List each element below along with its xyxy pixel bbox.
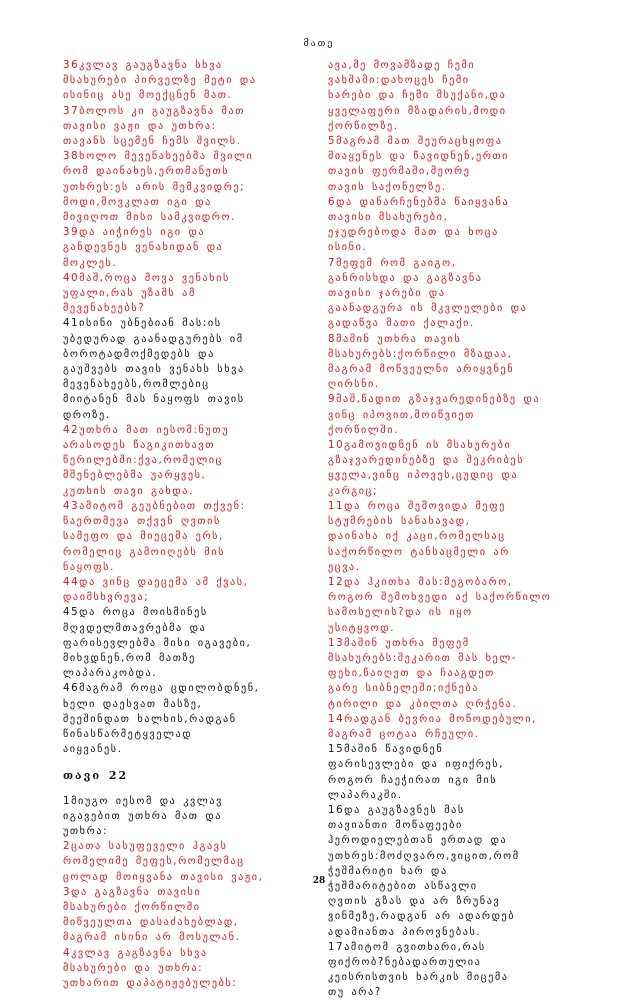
verse-line: უთხრეს:ეს არის მემკვიდრე;: [63, 181, 246, 193]
verse: [63, 681, 335, 757]
verse-line: უთხრეს:მოძღვარო,ვიცით,რომ: [328, 850, 520, 862]
verse-line: ვინც იპოვით,მოიწვიეთ: [328, 409, 475, 421]
verse-line: 40მაშ,როცა მოვა ვენახის: [63, 272, 230, 284]
chapter-heading: თავი 22: [63, 769, 129, 783]
verse-line: მღვდელმთავრებმა და: [63, 622, 207, 634]
verse-line: თავისი ჯარები და: [328, 288, 446, 300]
verse: [328, 392, 600, 438]
right-column: [328, 58, 600, 1001]
verse-line: ყველაფერი მზადარის,მოდი: [328, 105, 507, 117]
verse-line: იგავებით უთხრა მათ და: [63, 810, 223, 822]
verse-line: ფარისევლები და იფიქრეს,: [328, 759, 505, 771]
verse-line: უფალი,რას უზამს ამ: [63, 288, 196, 300]
verse-line: მევენახეებს,რომლებიც: [63, 379, 210, 391]
verse-line: 39და აიჭირეს იგი და: [63, 227, 206, 239]
verse-line: 4კვლავ გაგზავნა სხვა: [63, 947, 208, 959]
verse-line: 3და გაგზავნა თავისი: [63, 886, 202, 898]
verse-line: დაიმსხვრევა;: [63, 592, 150, 604]
verse-line: გზაჯვარედინებზე და შეკრიბეს: [328, 455, 525, 467]
left-verses: [63, 58, 335, 757]
verse-line: 9მაშ,წადით გზაჯვარედინებზე და: [328, 394, 541, 406]
verse-line: თავის საქონელზე.: [328, 181, 447, 193]
verse-line: 16და გაუგზავნეს მას: [328, 804, 465, 816]
verse-line: მაგრამ მოწვეულნი არიყვნენ: [328, 364, 515, 376]
verse-line: აიყვანეს.: [63, 744, 123, 756]
verse-line: 46მაგრამ როცა ცდილობდნენ,: [63, 683, 260, 695]
verse-line: ავა,მე მოვამზადე ჩემი: [328, 60, 476, 71]
verse-line: ფეხი,წაიღეთ და ჩააგდეთ: [328, 668, 495, 680]
verse: [63, 423, 335, 499]
verse-line: სამეფო და მიეცემა ერს,: [63, 531, 224, 543]
verse: [63, 58, 335, 104]
verse-line: ნაყოფს.: [63, 561, 115, 573]
verse-line: კეისრისთვის ხარკის მიცემა: [328, 972, 509, 984]
running-head: მათე: [303, 39, 335, 49]
verse-line: ყველა,ვინც იპოვეს,ცუდიც და: [328, 470, 519, 482]
verse-line: მიწვეულთა დასაძახებლად,: [63, 917, 239, 929]
verse-line: სამოსელის?და ის იყო: [328, 607, 473, 619]
verse-line: თავისი მსახურები,: [328, 212, 449, 224]
verse-line: ჭეშმარიტებით ასწავლი: [328, 880, 478, 892]
verse-line: 36კვლავ გაუგზავნა სხვა: [63, 60, 223, 71]
verse-line: გაანადგურა ის მკვლელები და: [328, 303, 528, 315]
verse: [63, 271, 335, 317]
verse-line: მსახურები და უთხრა:: [63, 962, 204, 974]
verse-line: მივიღოთ მისი სამკვიდრო.: [63, 212, 236, 224]
verse-line: განრისხდა და გაგზავნა: [328, 272, 483, 284]
verse-line: ღვთის გზას და არ ზრუნავ: [328, 896, 501, 908]
verse-line: 8მაშინ უთხრა თავის: [328, 333, 462, 345]
verse-line: ადამიანთა პიროვნებას.: [328, 926, 482, 938]
verse: [328, 742, 600, 803]
verse-line: მიხვდნენ,რომ მათზე: [63, 652, 196, 664]
verse-line: მსახურებს:შეკარით მას ხელ-: [328, 652, 518, 664]
verse-line: წინასწარმეტყველად: [63, 728, 193, 740]
left-column: [63, 58, 335, 991]
verse: [63, 316, 335, 422]
verse: [328, 712, 600, 742]
verse-line: შეეშინდათ ხალხის,რადგან: [63, 713, 237, 725]
verse-line: თავის ფერმაში,მეორე: [328, 166, 471, 178]
verse: [328, 58, 600, 134]
verse-line: მიიტანენ მას ნაყოფს თავის: [63, 394, 245, 406]
verse-line: 10გამოვიდნენ ის მსახურები: [328, 440, 512, 452]
verse-line: 41ისინი უბნებიან მას:ის: [63, 318, 222, 330]
verse-line: მსახურებს:ქორწილი მზადაა,: [328, 348, 513, 360]
verse-line: ჰეროდიელებთან ერთად და: [328, 835, 508, 847]
verse-line: 1მიუგო იესომ და კვლავ: [63, 795, 223, 807]
verse: [328, 134, 600, 195]
verse-line: 38ხოლო მევენახეებმა შვილი: [63, 151, 254, 163]
verse-line: სტუმრების სანახავად,: [328, 516, 471, 528]
verse: [63, 149, 335, 225]
verse: [328, 940, 600, 1001]
verse: [63, 946, 335, 992]
verse-line: გაუშვებს თავის ვენახს სხვა: [63, 364, 245, 376]
verse: [328, 803, 600, 940]
verse-line: უსიტყვოდ.: [328, 622, 396, 634]
verse-line: როგორ ჩაეჭირათ იგი მის: [328, 774, 498, 786]
right-verses: [328, 58, 600, 1001]
verse-line: ბოროტადმოქმედებს და: [63, 348, 215, 360]
verse-line: რომ დაინახეს,ერთმანეთს: [63, 166, 230, 178]
verse-line: 12და ჰკითხა მას:მეგობარო,: [328, 576, 513, 588]
verse-line: ჭეშმარიტი ხარ და: [328, 865, 448, 877]
verse-line: თუ არა?: [328, 987, 382, 999]
verse-line: ხელი დაესვათ მასზე,: [63, 698, 203, 710]
verse-line: 5მაგრამ მათ შეურაცხყოფა: [328, 136, 503, 148]
verse-line: 13მაშინ უთხრა მეფემ: [328, 637, 470, 649]
verse-line: მშენებლებმა უარყვეს,: [63, 470, 207, 482]
verse-line: უბედურად გაანადგურებს იმ: [63, 333, 244, 345]
verse: [328, 332, 600, 393]
verse-line: ეცვა.: [328, 561, 361, 573]
verse: [63, 885, 335, 946]
verse-line: მოდი,მოვკლათ იგი და: [63, 196, 212, 208]
verse-line: მოკლეს.: [63, 257, 118, 269]
verse-line: რომელიმე მეფეს,რომელმაც: [63, 856, 245, 868]
verse-line: საქორწილო ტანსაცმელი არ: [328, 546, 510, 558]
verse-line: ქორწილზე.: [328, 120, 399, 132]
verse-line: მსახურები პირველზე მეტი და: [63, 75, 257, 87]
verse-line: ლაპარაკში.: [328, 789, 403, 801]
verse: [63, 104, 335, 150]
page-number: 28: [312, 876, 326, 886]
verse-line: 7მეფემ რომ გაიგო,: [328, 257, 457, 269]
left-verses-after: [63, 794, 335, 992]
verse-line: მსახურები ქორწილში: [63, 901, 201, 913]
verse-line: თავანს სცემენ ჩემს შვილს.: [63, 136, 242, 148]
verse-line: ისინიც ასე მოექცნენ მათ.: [63, 90, 233, 102]
verse-line: 2ცათა სასუფეველი ჰგავს: [63, 841, 228, 853]
verse-line: უთხრა:: [63, 825, 109, 837]
verse-line: ხარები და ჩემი მსუქანი,და: [328, 90, 507, 102]
verse: [328, 256, 600, 332]
verse-line: როგორ შემოხვედი აქ საქორწილო: [328, 592, 552, 604]
verse: [63, 499, 335, 575]
verse-line: ცოლად მოიყვანა თავისი ვაჟი,: [63, 871, 264, 883]
verse-line: 17ამიტომ გვითხარი,რას: [328, 941, 486, 953]
verse-line: თავიანთი მოწაფეები: [328, 820, 463, 832]
verse-line: ლაპარაკობდა.: [63, 668, 158, 680]
verse-line: 15მაშინ წავიდნენ: [328, 744, 444, 756]
verse-line: მაგრამ ცოტაა რჩეული.: [328, 728, 480, 740]
verse-line: 6და დანარჩენებმა წაიყვანა: [328, 196, 510, 208]
verse: [328, 636, 600, 712]
verse: [63, 605, 335, 681]
verse: [63, 575, 335, 605]
verse-line: კარგიც;: [328, 485, 379, 497]
verse-line: განდევნეს ვენახიდან და: [63, 242, 224, 254]
verse-line: კუთხის თავი გახდა.: [63, 485, 194, 497]
verse-line: მიაყენეს და წავიდნენ,ერთი: [328, 151, 510, 163]
verse: [328, 499, 600, 575]
verse-line: უთხარით დაპატიჟებულებს:: [63, 977, 238, 989]
verse-line: 11და როცა შემოვიდა მეფე: [328, 500, 506, 512]
verse-line: წაერთმევა თქვენ ღვთის: [63, 516, 221, 528]
verse-line: ეჯუდრებოდა მათ და ხოცა: [328, 227, 499, 239]
verse-line: 37ბოლოს კი გაუგზავნა მათ: [63, 105, 245, 117]
verse-line: ვინმეზე,რადგან არ ადარდებ: [328, 911, 516, 923]
verse-line: 43ამიტომ გეუბნებით თქვენ:: [63, 500, 246, 512]
verse-line: 14რადგან ბევრია მოწოდებული,: [328, 713, 537, 725]
verse-line: დაინახა იქ კაცი,რომელსაც: [328, 531, 506, 543]
verse-line: ღირსნი.: [328, 379, 380, 391]
verse-line: ვახშამი:დახოცეს ჩემი: [328, 75, 470, 87]
verse-line: ფიქრობ?ნებადართულია: [328, 956, 482, 968]
verse-line: მაგრამ ისინი არ მოსულან.: [63, 932, 241, 944]
verse-line: 44და ვინც დაეცემა ამ ქვას,: [63, 576, 249, 588]
verse-line: ტირილი და კბილთა ღრჭენა.: [328, 698, 518, 710]
verse: [328, 438, 600, 499]
verse-line: 45და როცა მოისმინეს: [63, 607, 208, 619]
verse-line: ფარისევლებმა მისი იგავები,: [63, 637, 252, 649]
verse-line: ქორწილში.: [328, 424, 399, 436]
verse: [63, 225, 335, 271]
verse-line: არასოდეს წაგიკითხავთ: [63, 440, 215, 452]
verse-line: გადაწვა მათი ქალაქი.: [328, 318, 475, 330]
verse-line: რომელიც გამოიღებს მის: [63, 546, 226, 558]
verse-line: 42უთხრა მათ იესომ:ნუთუ: [63, 424, 230, 436]
verse-line: წერილებში:ქვა,რომელიც: [63, 455, 224, 467]
verse-line: გარე სიბნელეში;იქნება: [328, 683, 480, 695]
verse-line: ისინი.: [328, 242, 368, 254]
verse: [328, 575, 600, 636]
verse-line: მევენახეებს?: [63, 303, 146, 315]
verse-line: დროზე.: [63, 409, 111, 421]
verse: [63, 794, 335, 840]
verse-line: თავისი ვაჟი და უთხრა:: [63, 120, 217, 132]
verse: [328, 195, 600, 256]
